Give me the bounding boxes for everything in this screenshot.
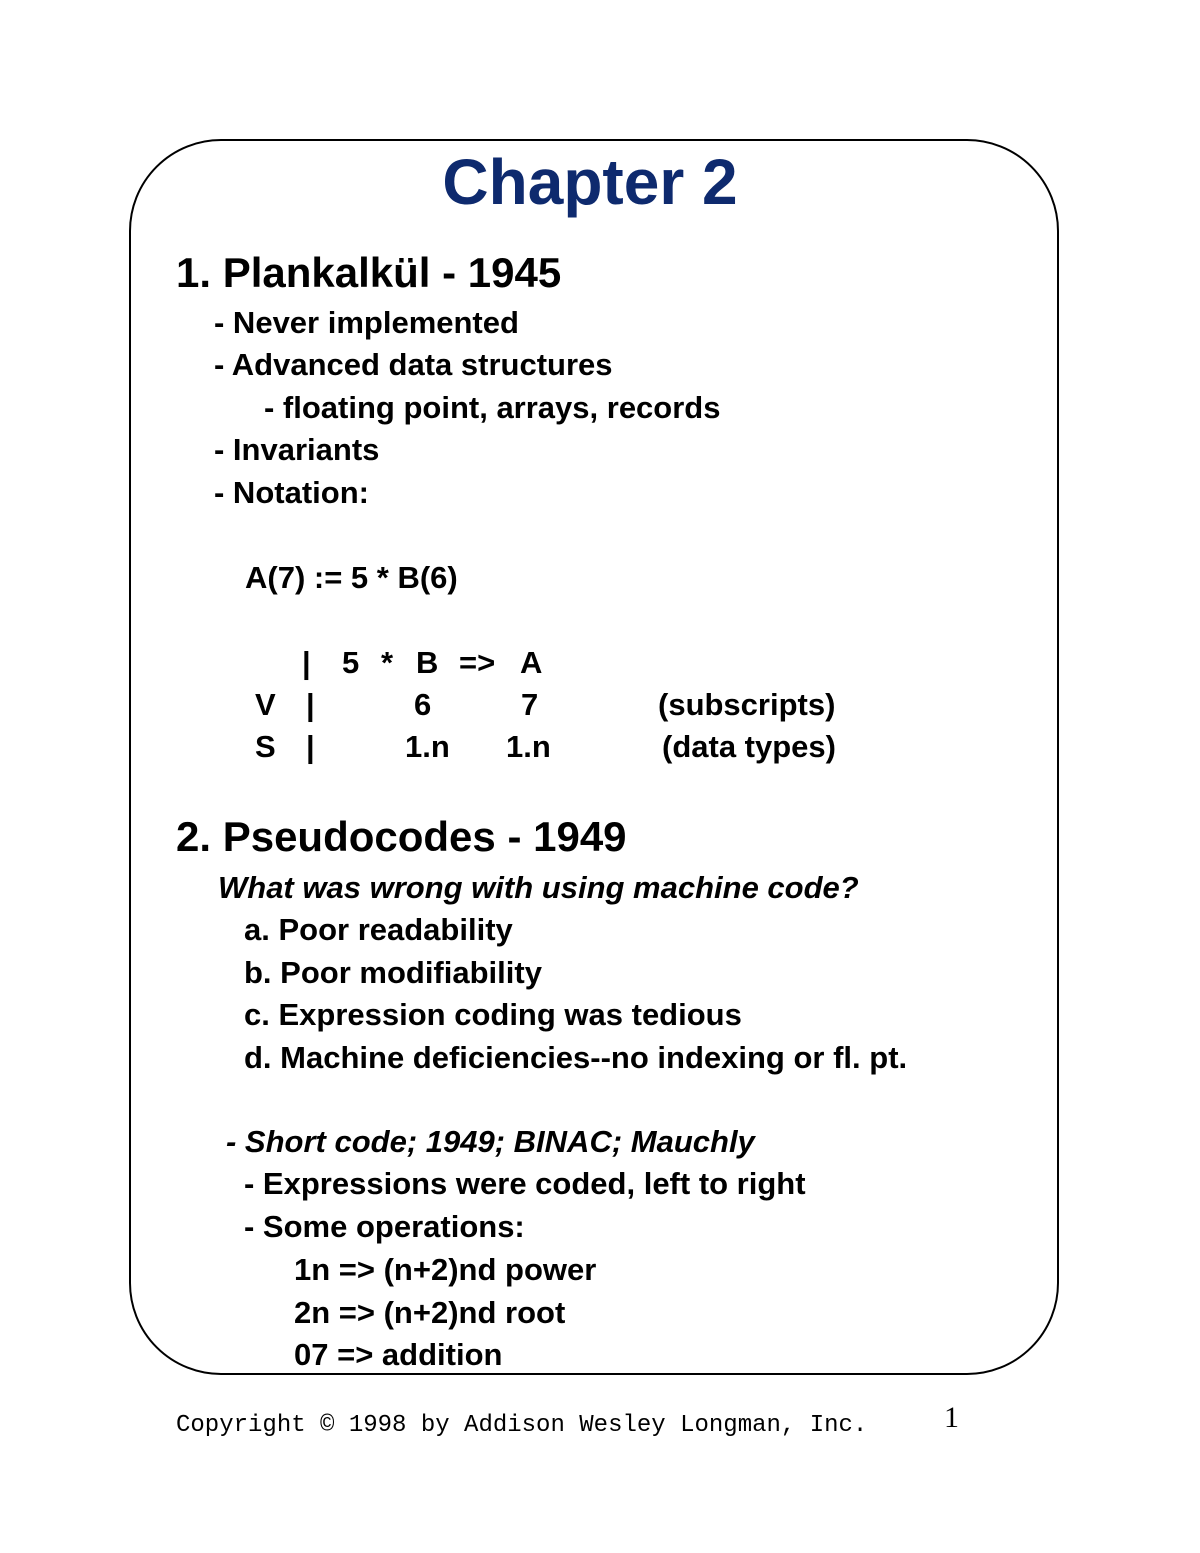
notation-cell: | [302,645,311,680]
page-title: Chapter 2 [442,146,738,218]
copyright-notice: Copyright © 1998 by Addison Wesley Longman, Inc. [176,1412,868,1439]
section-1-item: - Invariants [214,432,380,467]
page-number: 1 [944,1401,959,1434]
shortcode-item: - Expressions were coded, left to right [244,1166,806,1201]
section-1-item: - Never implemented [214,305,519,340]
notation-cell: S [255,729,276,764]
section-1-item: - Notation: [214,475,369,510]
reason-item: c. Expression coding was tedious [244,997,742,1032]
notation-cell: 7 [521,687,539,722]
reason-item: a. Poor readability [244,912,513,947]
notation-cell: | [306,729,315,764]
notation-cell: 6 [414,687,432,722]
notation-cell: 1.n [506,729,551,764]
notation-example: A(7) := 5 * B(6) [245,560,458,595]
notation-cell: 1.n [405,729,450,764]
section-1-heading: 1. Plankalkül - 1945 [176,249,562,296]
shortcode-heading: - Short code; 1949; BINAC; Mauchly [226,1124,755,1159]
shortcode-item: - Some operations: [244,1209,525,1244]
section-1-item: - Advanced data structures [214,347,613,382]
notation-cell: 5 [342,645,360,680]
notation-cell: * [381,645,394,680]
section-2-question: What was wrong with using machine code? [218,870,859,905]
operation-item: 2n => (n+2)nd root [294,1295,566,1330]
notation-annotation: (subscripts) [658,687,836,722]
notation-cell: V [255,687,276,722]
reason-item: d. Machine deficiencies--no indexing or fl. pt. [244,1040,908,1075]
section-2-heading: 2. Pseudocodes - 1949 [176,813,627,860]
operation-item: 07 => addition [294,1337,503,1372]
notation-annotation: (data types) [662,729,836,764]
notation-cell: | [306,687,315,722]
operation-item: 1n => (n+2)nd power [294,1252,597,1287]
section-1-subitem: - floating point, arrays, records [264,390,721,425]
notation-cell: B [416,645,439,680]
notation-cell: A [520,645,543,680]
reason-item: b. Poor modifiability [244,955,542,990]
notation-cell: => [459,645,496,680]
